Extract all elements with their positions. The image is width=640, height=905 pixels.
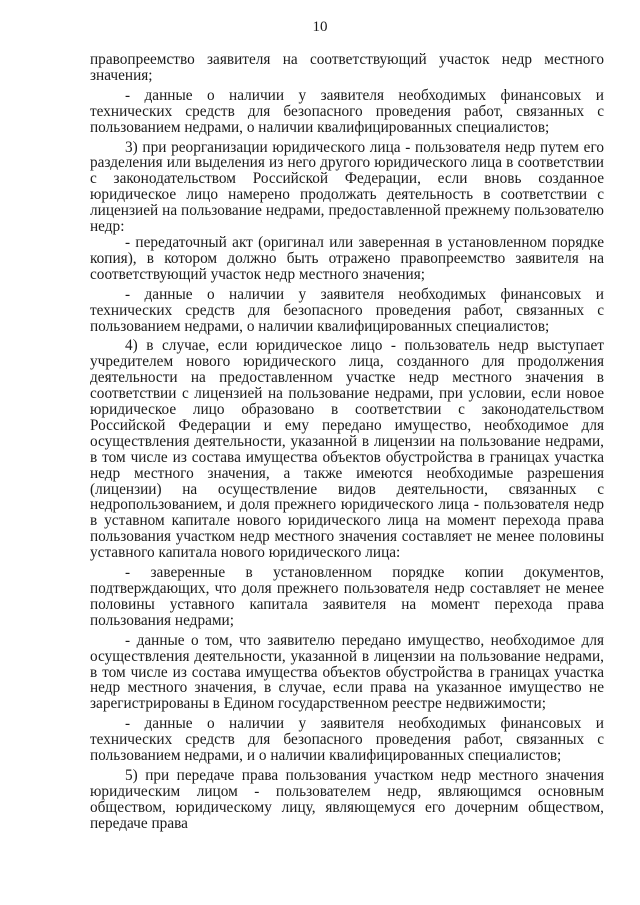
paragraph: 4) в случае, если юридическое лицо - пользователь недр выступает учредителем нового юридического лица, созданного для продолжения деятельности на предоставленном участке недр местного значения в соответствии с лицензией на пользование недрами, при условии, если новое юридическое лицо образовано в соответствии с законодательством Российской Федерации и ему передано имущество, необходимое для осуществления деятельности, указанной в лицензии на пользование недрами, в том числе из состава имущества объектов обустройства в границах участка недр местного значения, а также имеются необходимые разрешения (лицензии) на осуществление видов деятельности, связанных с недропользованием, и доля прежнего юридического лица - пользователя недр в уставном капитале нового юридического лица на момент перехода права пользования участком недр местного значения составляет не менее половины уставного капитала нового юридического лица: bbox=[90, 337, 604, 562]
document-body bbox=[90, 52, 604, 832]
paragraph: правопреемство заявителя на соответствующий участок недр местного значения; bbox=[90, 51, 604, 84]
paragraph: - данные о наличии у заявителя необходимых финансовых и технических средств для безопасного проведения работ, связанных с пользованием недрами, о наличии квалифицированных специалистов; bbox=[90, 86, 604, 136]
paragraph: 3) при реорганизации юридического лица - пользователя недр путем его разделения или выделения из него другого юридического лица в соответствии с законодательством Российской Федерации, если вновь созданное юридическое лицо намерено продолжать деятельность в соответствии с лицензией на пользование недрами, предоставленной прежнему пользователю недр: bbox=[90, 138, 604, 236]
paragraph: - заверенные в установленном порядке копии документов, подтверждающих, что доля прежнего пользователя недр составляет не менее половины уставного капитала заявителя на момент перехода права пользования недрами; bbox=[90, 564, 604, 629]
page-number: 10 bbox=[312, 19, 328, 35]
paragraph: - данные о наличии у заявителя необходимых финансовых и технических средств для безопасного проведения работ, связанных с пользованием недрами, о наличии квалифицированных специалистов; bbox=[90, 285, 604, 335]
paragraph: 5) при передаче права пользования участком недр местного значения юридическим лицом - пользователем недр, являющимся основным обществом, юридическому лицу, являющемуся его дочерним обществом, передаче права bbox=[90, 766, 604, 832]
paragraph: - данные о наличии у заявителя необходимых финансовых и технических средств для безопасного проведения работ, связанных с пользованием недрами, и о наличии квалифицированных специалистов; bbox=[90, 715, 604, 765]
paragraph: - передаточный акт (оригинал или заверенная в установленном порядке копия), в котором должно быть отражено правопреемство заявителя на соответствующий участок недр местного значения; bbox=[90, 233, 604, 283]
paragraph: - данные о том, что заявителю передано имущество, необходимое для осуществления деятельности, указанной в лицензии на пользование недрами, в том числе из состава имущества объектов обустройства в границах участка недр местного значения, в случае, если права на указанное имущество не зарегистрированы в Едином государственном реестре недвижимости; bbox=[90, 631, 604, 713]
